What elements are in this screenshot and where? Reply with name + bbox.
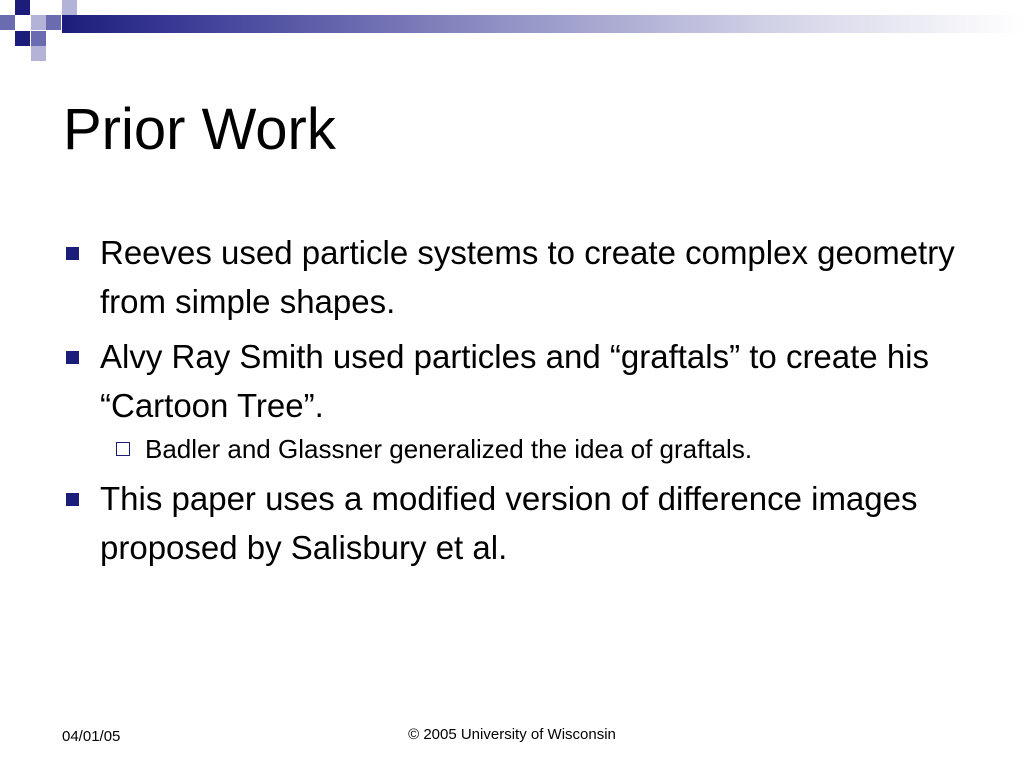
hollow-square-bullet-icon xyxy=(116,442,130,456)
sub-bullet-text: Badler and Glassner generalized the idea of graftals. xyxy=(145,434,753,464)
bullet-text: Reeves used particle systems to create complex geometry from simple shapes. xyxy=(100,234,955,320)
sub-bullet-item xyxy=(62,432,992,466)
header-square-decoration xyxy=(0,15,15,30)
header-square-decoration xyxy=(62,0,77,15)
header-square-decoration xyxy=(15,0,30,15)
header-square-decoration xyxy=(15,31,30,46)
header-square-decoration xyxy=(31,31,46,46)
header-square-decoration xyxy=(31,15,46,30)
square-bullet-icon xyxy=(66,493,79,506)
slide-title: Prior Work xyxy=(63,97,336,162)
bullet-item xyxy=(62,474,992,572)
footer-copyright: © 2005 University of Wisconsin xyxy=(408,726,616,743)
header-square-decoration xyxy=(46,15,61,30)
square-bullet-icon xyxy=(66,247,79,260)
header-gradient-bar xyxy=(62,15,1024,33)
square-bullet-icon xyxy=(66,351,79,364)
header-square-decoration xyxy=(31,46,46,61)
bullet-item xyxy=(62,228,992,326)
bullet-item xyxy=(62,332,992,430)
footer-date: 04/01/05 xyxy=(62,728,121,745)
bullet-text: This paper uses a modified version of difference images proposed by Salisbury et al. xyxy=(100,480,918,566)
bullet-text: Alvy Ray Smith used particles and “graftals” to create his “Cartoon Tree”. xyxy=(100,338,930,424)
slide-content xyxy=(62,228,992,578)
